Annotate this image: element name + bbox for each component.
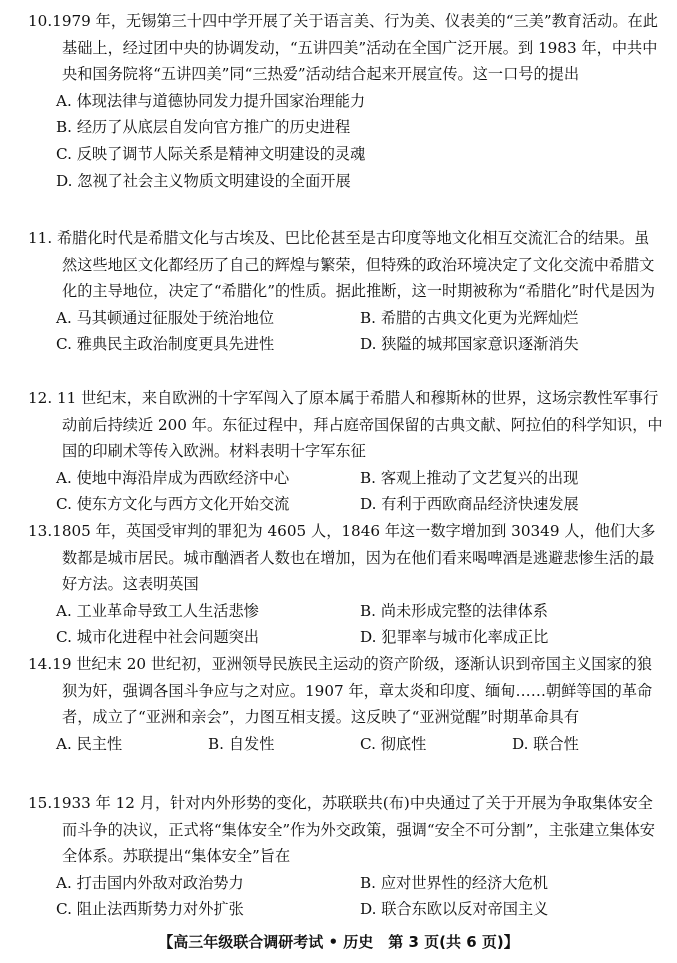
question-15 — [28, 790, 664, 923]
option-d: D. 联合性 — [512, 734, 579, 753]
page-footer: 【高三年级联合调研考试 • 历史 第 3 页(共 6 页)】 — [158, 933, 519, 951]
option-b: B. 经历了从底层自发向官方推广的历史进程 — [56, 118, 351, 137]
question-stem: 14.19 世纪末 20 世纪初，亚洲领导民族民主运动的资产阶级，逐渐认识到帝国主义国家的狼狈为奸，强调各国斗争应与之对应。1907 年，章太炎和印度、缅甸……朝鲜等国的革命者，成立了“亚洲和亲会”，力图互相支援。这反映了“亚洲觉醒”时期革命具有 — [28, 655, 653, 727]
option-d: D. 狭隘的城邦国家意识逐渐消失 — [360, 335, 579, 354]
option-a: A. 工业革命导致工人生活悲惨 — [56, 601, 259, 620]
option-c: C. 阻止法西斯势力对外扩张 — [56, 900, 244, 919]
question-13 — [28, 518, 664, 651]
option-a: A. 体现法律与道德协同发力提升国家治理能力 — [56, 91, 366, 110]
question-stem: 11. 希腊化时代是希腊文化与古埃及、巴比伦甚至是古印度等地文化相互交流汇合的结果。虽然这些地区文化都经历了自己的辉煌与繁荣，但特殊的政治环境决定了文化交流中希腊文化的主导地位，决定了“希腊化”的性质。据此推断，这一时期被称为“希腊化”时代是因为 — [28, 229, 655, 301]
option-b: B. 自发性 — [208, 734, 275, 753]
option-a: A. 打击国内外敌对政治势力 — [56, 873, 244, 892]
option-a: A. 马其顿通过征服处于统治地位 — [56, 308, 275, 327]
question-stem: 13.1805 年，英国受审判的罪犯为 4605 人，1846 年这一数字增加到 30349 人，他们大多数都是城市居民。城市酗酒者人数也在增加，因为在他们看来喝啤酒是逃避悲惨生活的最好方法。这表明英国 — [28, 522, 656, 594]
option-c: C. 反映了调节人际关系是精神文明建设的灵魂 — [56, 144, 366, 163]
option-c: C. 彻底性 — [360, 734, 427, 753]
option-a: A. 民主性 — [56, 734, 123, 753]
question-stem: 12. 11 世纪末，来自欧洲的十字军闯入了原本属于希腊人和穆斯林的世界，这场宗教性军事行动前后持续近 200 年。东征过程中，拜占庭帝国保留的古典文献、阿拉伯的科学知识，中国的印刷术等传入欧洲。材料表明十字军东征 — [28, 389, 663, 461]
option-a: A. 使地中海沿岸成为西欧经济中心 — [56, 468, 290, 487]
option-c: C. 城市化进程中社会问题突出 — [56, 628, 259, 647]
option-list — [28, 465, 664, 518]
option-b: B. 客观上推动了文艺复兴的出现 — [360, 468, 579, 487]
question-10 — [28, 8, 664, 194]
option-list — [28, 88, 664, 194]
question-11 — [28, 225, 664, 358]
option-d: D. 联合东欧以反对帝国主义 — [360, 900, 549, 919]
option-b: B. 应对世界性的经济大危机 — [360, 873, 548, 892]
option-d: D. 忽视了社会主义物质文明建设的全面开展 — [56, 171, 351, 190]
question-14 — [28, 651, 664, 757]
option-b: B. 希腊的古典文化更为光辉灿烂 — [360, 308, 579, 327]
option-list — [28, 305, 664, 358]
option-list — [28, 870, 664, 923]
option-c: C. 使东方文化与西方文化开始交流 — [56, 495, 290, 514]
option-d: D. 有利于西欧商品经济快速发展 — [360, 495, 579, 514]
question-stem: 10.1979 年，无锡第三十四中学开展了关于语言美、行为美、仪表美的“三美”教育活动。在此基础上，经过团中央的协调发动，“五讲四美”活动在全国广泛开展。到 1983 年，中共中央和国务院将“五讲四美”同“三热爱”活动结合起来开展宣传。这一口号的提出 — [28, 12, 658, 84]
option-list — [28, 598, 664, 651]
option-c: C. 雅典民主政治制度更具先进性 — [56, 335, 275, 354]
question-stem: 15.1933 年 12 月，针对内外形势的变化，苏联联共(布)中央通过了关于开展为争取集体安全而斗争的决议，正式将“集体安全”作为外交政策，强调“安全不可分割”，主张建立集体安全体系。苏联提出“集体安全”旨在 — [28, 794, 655, 866]
option-d: D. 犯罪率与城市化率成正比 — [360, 628, 549, 647]
question-12 — [28, 385, 664, 518]
option-b: B. 尚未形成完整的法律体系 — [360, 601, 548, 620]
option-list — [28, 731, 664, 758]
